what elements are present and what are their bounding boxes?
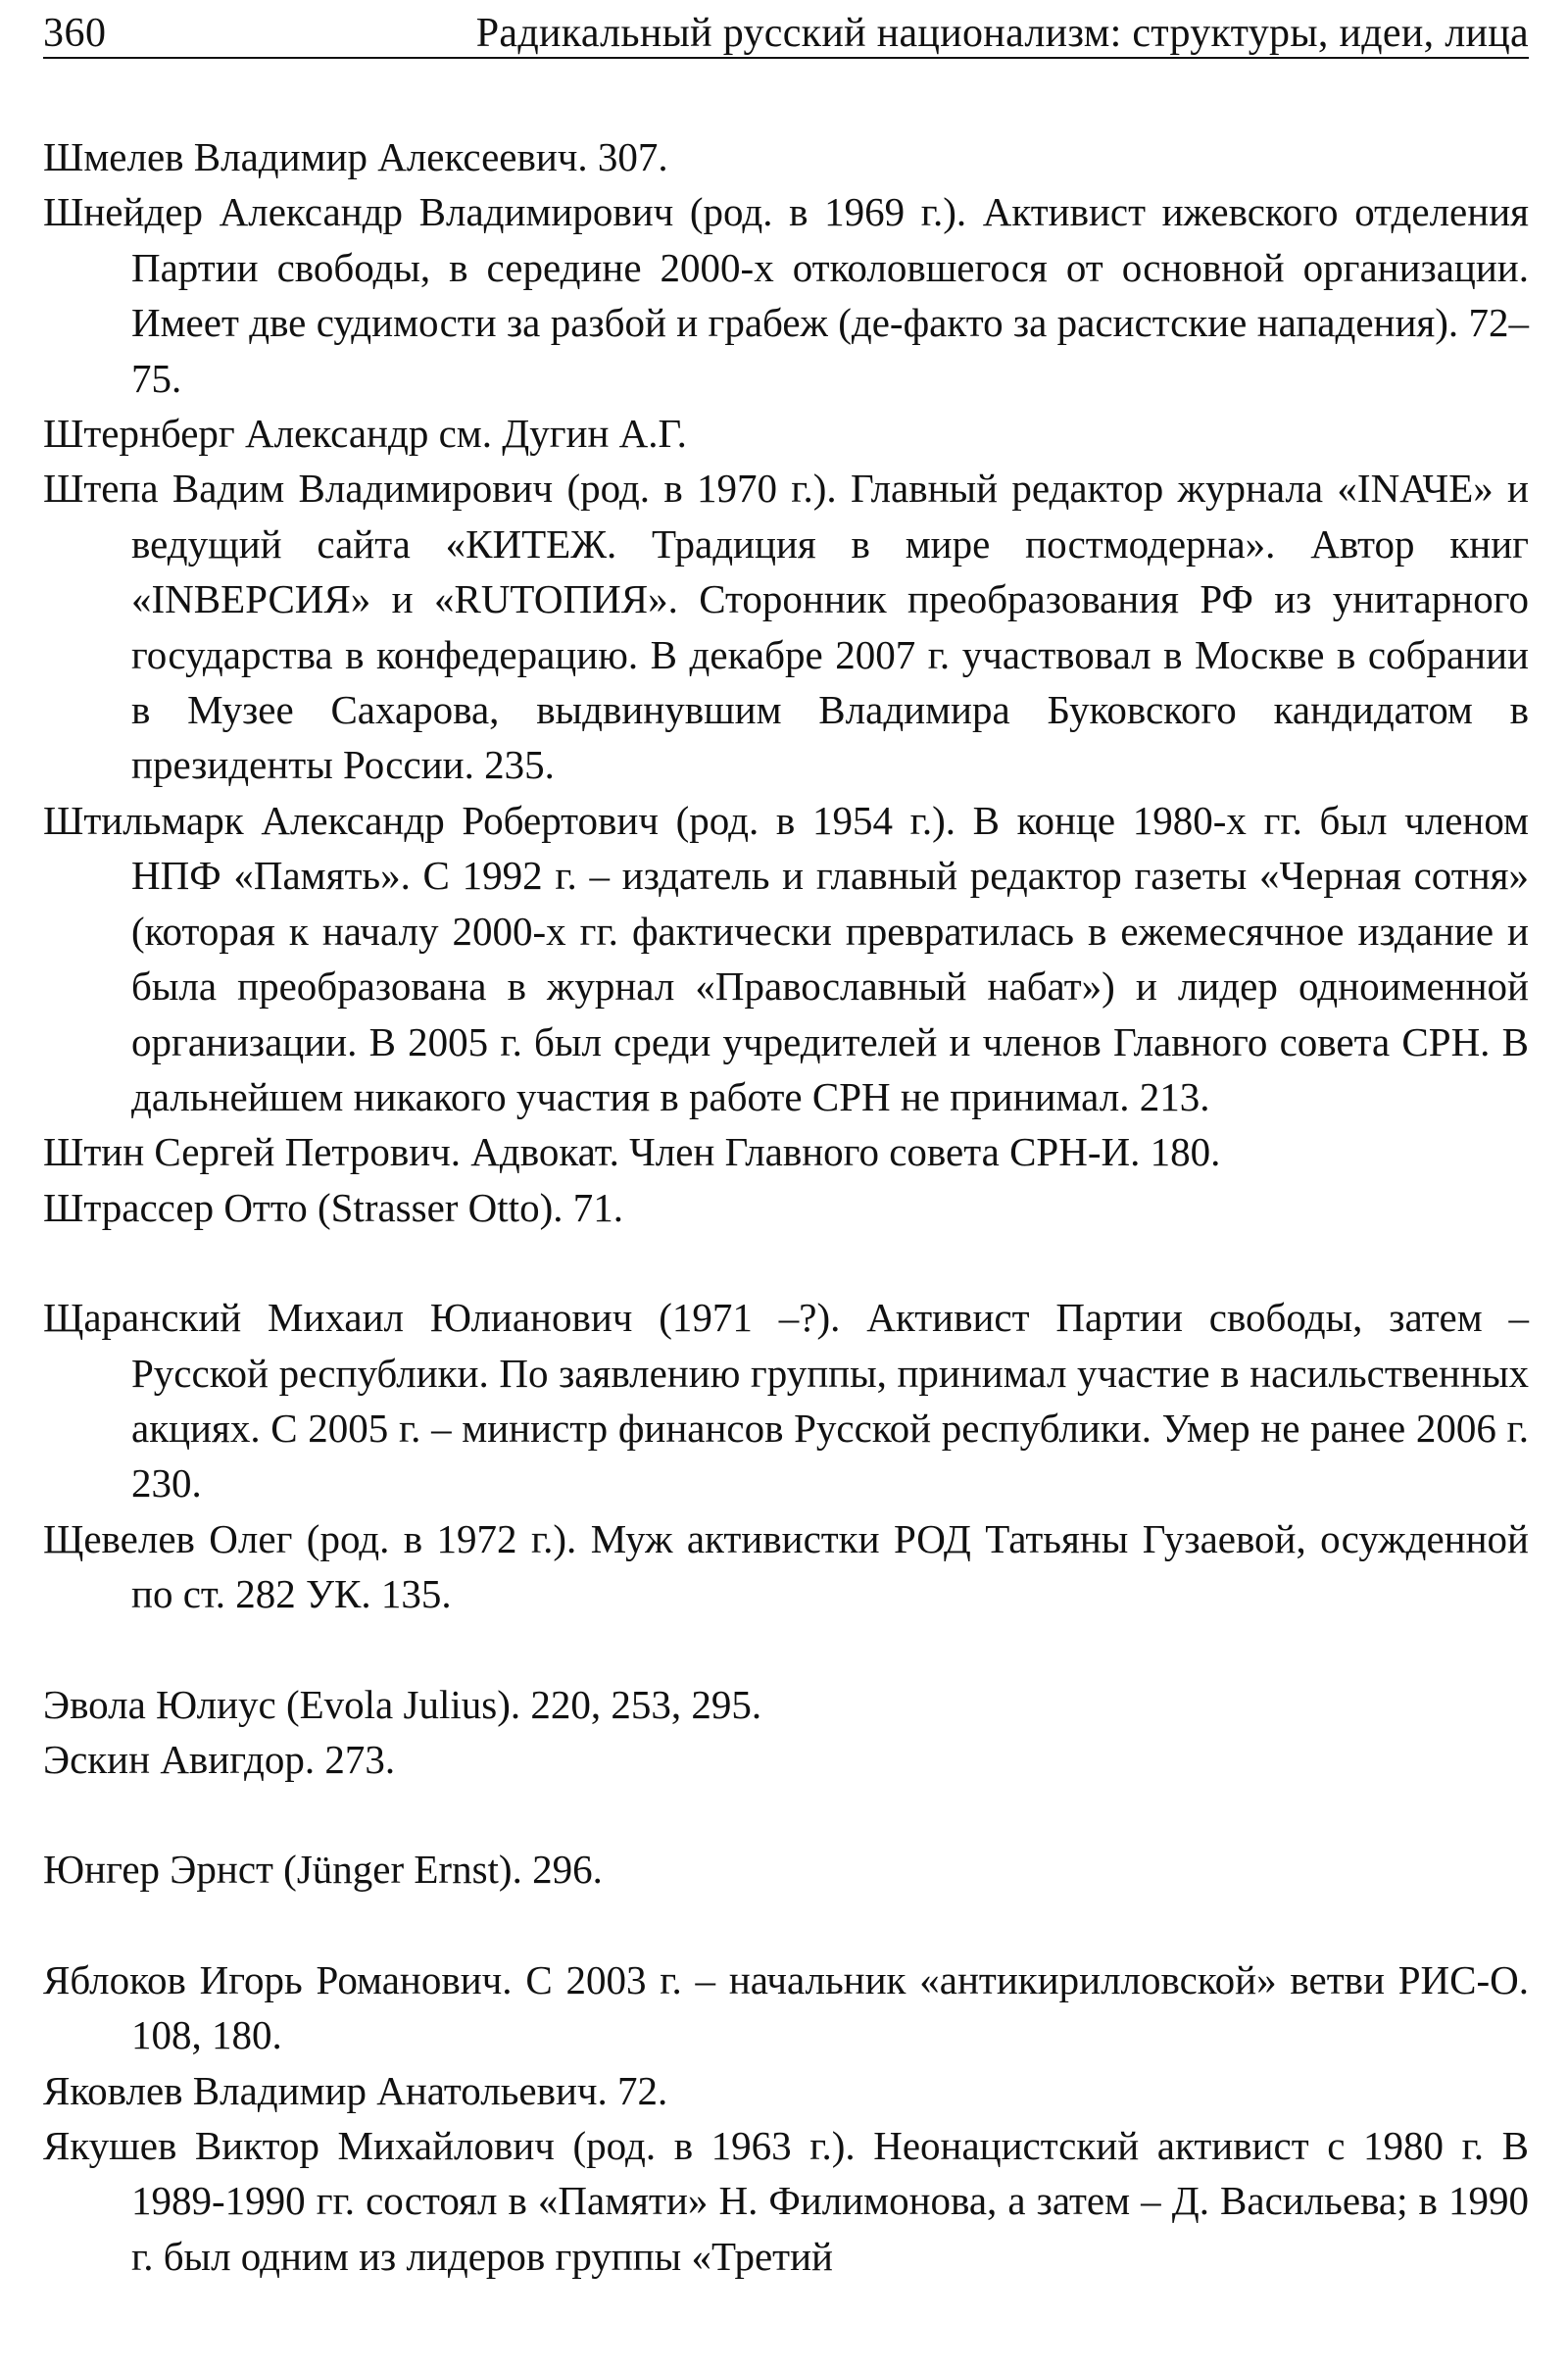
index-entry: Шмелев Владимир Алексеевич. 307. xyxy=(43,134,668,179)
index-letter-group-shch xyxy=(43,1290,1529,1621)
index-entry: Якушев Виктор Михайлович (род. в 1963 г.). Неонацистский активист с 1980 г. В 1989-1990 гг. состоял в «Памяти» Н. Филимонова, а затем – Д. Васильева; в 1990 г. был одним из лидеров группы «Третий xyxy=(43,2123,1529,2279)
index-entry: Штин Сергей Петрович. Адвокат. Член Главного совета СРН-И. 180. xyxy=(43,1129,1221,1175)
index-entries xyxy=(43,129,1529,2284)
index-entry: Яковлев Владимир Анатольевич. 72. xyxy=(43,2067,668,2113)
index-entry: Щаранский Михаил Юлианович (1971 –?). Активист Партии свободы, затем – Русской республики. По заявлению группы, принимал участие в насильственных акциях. С 2005 г. – министр финансов Русской республики. Умер не ранее 2006 г. 230. xyxy=(43,1295,1529,1506)
index-letter-group-e xyxy=(43,1677,1529,1788)
index-entry: Штильмарк Александр Робертович (род. в 1954 г.). В конце 1980-х гг. был членом НПФ «Память». С 1992 г. – издатель и главный редактор газеты «Черная сотня» (которая к началу 2000-х гг. фактически превратилась в ежемесячное издание и была преобразована в журнал «Православный набат») и лидер одноименной организации. В 2005 г. был среди учредителей и членов Главного совета СРН. В дальнейшем никакого участия в работе СРН не принимал. 213. xyxy=(43,797,1529,1119)
index-entry: Щевелев Олег (род. в 1972 г.). Муж активистки РОД Татьяны Гузаевой, осужденной по ст. 282 УК. 135. xyxy=(43,1515,1529,1617)
index-entry: Шнейдер Александр Владимирович (род. в 1969 г.). Активист ижевского отделения Партии свободы, в середине 2000-х отколовшегося от основной организации. Имеет две судимости за разбой и грабеж (де-факто за расистские нападения). 72–75. xyxy=(43,189,1529,401)
index-entry: Штепа Вадим Владимирович (род. в 1970 г.). Главный редактор журнала «INАЧЕ» и ведущий сайта «КИТЕЖ. Традиция в мире постмодерна». Автор книг «INВЕРСИЯ» и «RUТОПИЯ». Сторонник преобразования РФ из унитарного государства в конфедерацию. В декабре 2007 г. участвовал в Москве в собрании в Музее Сахарова, выдвинувшим Владимира Буковского кандидатом в президенты России. 235. xyxy=(43,466,1529,788)
index-entry: Эскин Авигдор. 273. xyxy=(43,1736,396,1782)
page-number: 360 xyxy=(43,11,107,56)
index-entry: Штрассер Отто (Strasser Otto). 71. xyxy=(43,1184,623,1230)
book-page xyxy=(43,0,1529,2370)
index-letter-group-sh xyxy=(43,129,1529,1235)
index-entry: Эвола Юлиус (Evola Julius). 220, 253, 295. xyxy=(43,1681,762,1727)
index-letter-group-ya xyxy=(43,1952,1529,2284)
index-letter-group-yu xyxy=(43,1842,1529,1897)
index-entry: Яблоков Игорь Романович. С 2003 г. – начальник «антикирилловской» ветви РИС-О. 108, 180. xyxy=(43,1956,1529,2058)
index-entry: Штернберг Александр см. Дугин А.Г. xyxy=(43,411,687,457)
index-entry: Юнгер Эрнст (Jünger Ernst). 296. xyxy=(43,1847,603,1893)
running-head xyxy=(43,10,1529,59)
running-head-title: Радикальный русский национализм: структуры, идеи, лица xyxy=(475,11,1529,56)
